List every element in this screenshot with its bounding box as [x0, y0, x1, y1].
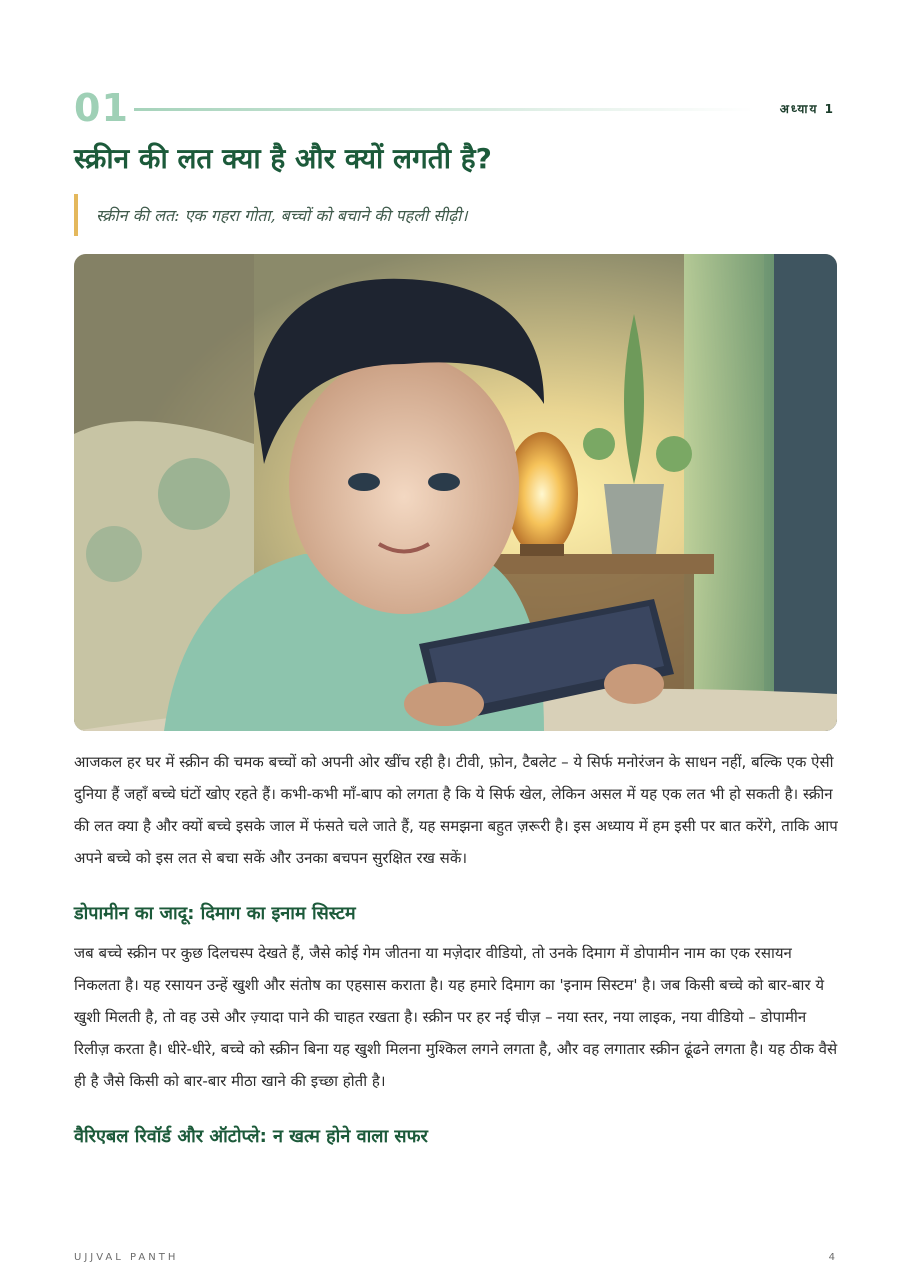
chapter-label: अध्याय 1 — [779, 102, 835, 116]
hero-illustration — [74, 254, 837, 731]
chapter-divider — [134, 108, 754, 111]
section-heading-variable-reward: वैरिएबल रिवॉर्ड और ऑटोप्ले: न खत्म होने वाला सफर — [74, 1126, 428, 1147]
page-title: स्क्रीन की लत क्या है और क्यों लगती है? — [74, 142, 492, 175]
intro-paragraph: आजकल हर घर में स्क्रीन की चमक बच्चों को अपनी ओर खींच रही है। टीवी, फ़ोन, टैबलेट – ये सिर्फ मनोरंजन के साधन नहीं, बल्कि एक ऐसी दुनिया हैं जहाँ बच्चे घंटों खोए रहते हैं। कभी-कभी माँ-बाप को लगता है कि ये सिर्फ खेल, लेकिन असल में यह एक लत भी हो सकती है। स्क्रीन की लत क्या है और क्यों बच्चे इसके जाल में फंसते चले जाते हैं, यह समझना बहुत ज़रूरी है। इस अध्याय में हम इसी पर बात करेंगे, ताकि आप अपने बच्चे को इस लत से बचा सकें और उनका बचपन सुरक्षित रख सकें। — [74, 753, 838, 867]
footer-page-number: 4 — [828, 1252, 835, 1263]
chapter-number: 01 — [74, 86, 129, 130]
subtitle-text: स्क्रीन की लत: एक गहरा गोता, बच्चों को बचाने की पहली सीढ़ी। — [96, 206, 468, 225]
section-heading-dopamine: डोपामीन का जादू: दिमाग का इनाम सिस्टम — [74, 903, 356, 924]
subtitle-quote — [74, 194, 834, 236]
footer-author: UJJVAL PANTH — [74, 1252, 179, 1263]
dopamine-paragraph: जब बच्चे स्क्रीन पर कुछ दिलचस्प देखते हैं, जैसे कोई गेम जीतना या मज़ेदार वीडियो, तो उनके दिमाग में डोपामीन नाम का एक रसायन निकलता है। यह रसायन उन्हें खुशी और संतोष का एहसास कराता है। यह हमारे दिमाग का 'इनाम सिस्टम' है। जब किसी बच्चे को बार-बार ये खुशी मिलती है, तो वह उसे और ज़्यादा पाने की चाहत रखता है। स्क्रीन पर हर नई चीज़ – नया स्तर, नया लाइक, नया वीडियो – डोपामीन रिलीज़ करता है। धीरे-धीरे, बच्चे को स्क्रीन बिना यह खुशी मिलना मुश्किल लगने लगता है, और वह लगातार स्क्रीन ढूंढने लगता है। यह ठीक वैसे ही है जैसे किसी को बार-बार मीठा खाने की इच्छा होती है। — [74, 944, 838, 1090]
